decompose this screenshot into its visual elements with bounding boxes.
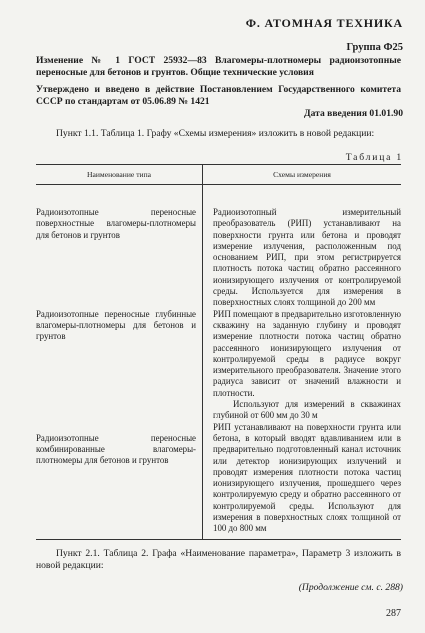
table-row — [36, 207, 401, 309]
type-cell: Радиоизотопные переносные комбинированные влагомеры-плотномеры для бетонов и грунтов — [36, 432, 196, 466]
scheme-cell — [203, 309, 402, 422]
continuation-note: (Продолжение см. с. 288) — [298, 582, 403, 593]
footer-paragraph: Пункт 2.1. Таблица 2. Графа «Наименование параметра», Параметр 3 изложить в новой редакции: — [36, 548, 401, 571]
scheme-cell: РИП устанавливают на поверхности грунта или бетона, в который вводят вдавливанием или в предварительно подготовленный канал источник или детектор ионизирующих излучений и проводят измерения плотности потока частиц ионизирующего излучения, прошедшего через контролируемую среду и обратно рассеянного от контролируемой среды. Используют для измерения в поверхностных слоях толщиной от 100 до 800 мм — [203, 422, 402, 535]
scheme-extra-text: Используют для измерений в скважинах глубиной от 600 мм до 30 м — [213, 399, 401, 421]
column-header-scheme: Схемы измерения — [203, 165, 402, 185]
intro-paragraph: Пункт 1.1. Таблица 1. Графу «Схемы измерения» изложить в новой редакции: — [56, 128, 375, 139]
change-title: Изменение № 1 ГОСТ 25932—83 Влагомеры-плотномеры радиоизотопные переносные для бетонов и грунтов. Общие технические условия — [36, 55, 401, 78]
measurement-table — [36, 164, 401, 540]
section-heading: Ф. АТОМНАЯ ТЕХНИКА — [245, 16, 403, 30]
table-row — [36, 422, 401, 535]
type-cell: Радиоизотопные переносные глубинные влагомеры-плотномеры для бетонов и грунтов — [36, 308, 196, 342]
scheme-text: РИП помещают в предварительно изготовленную скважину на заданную глубину и проводят измерение плотности потока частиц обратно рассеянного ионизирующего излучения от контролируемой среды в радиусе вокруг измерительного преобразователя. Значение этого радиуса зависит от значений влажности и плотности. — [213, 308, 401, 398]
effective-date: Дата введения 01.01.90 — [303, 108, 403, 119]
approval-statement: Утверждено и введено в действие Постановлением Государственного комитета СССР по стандартам от 05.06.89 № 1421 — [36, 84, 401, 107]
scheme-cell: Радиоизотопный измерительный преобразователь (РИП) устанавливают на поверхности грунта или бетона и проводят измерение излучения, расположенным под основанием РИП, при этом регистрируется плотность потока частиц обратно рассеянного ионизирующего излучения от контролируемой среды. Используется для измерения в поверхностных слоях толщиной до 200 мм — [203, 207, 402, 309]
group-code: Группа Ф25 — [346, 42, 403, 53]
column-header-type: Наименование типа — [36, 165, 203, 185]
page-number: 287 — [386, 608, 401, 619]
table-header-row — [36, 165, 401, 185]
table-row — [36, 309, 401, 422]
table-caption: Таблица 1 — [345, 152, 403, 163]
type-cell: Радиоизотопные переносные поверхностные влагомеры-плотномеры для бетонов и грунтов — [36, 207, 196, 240]
